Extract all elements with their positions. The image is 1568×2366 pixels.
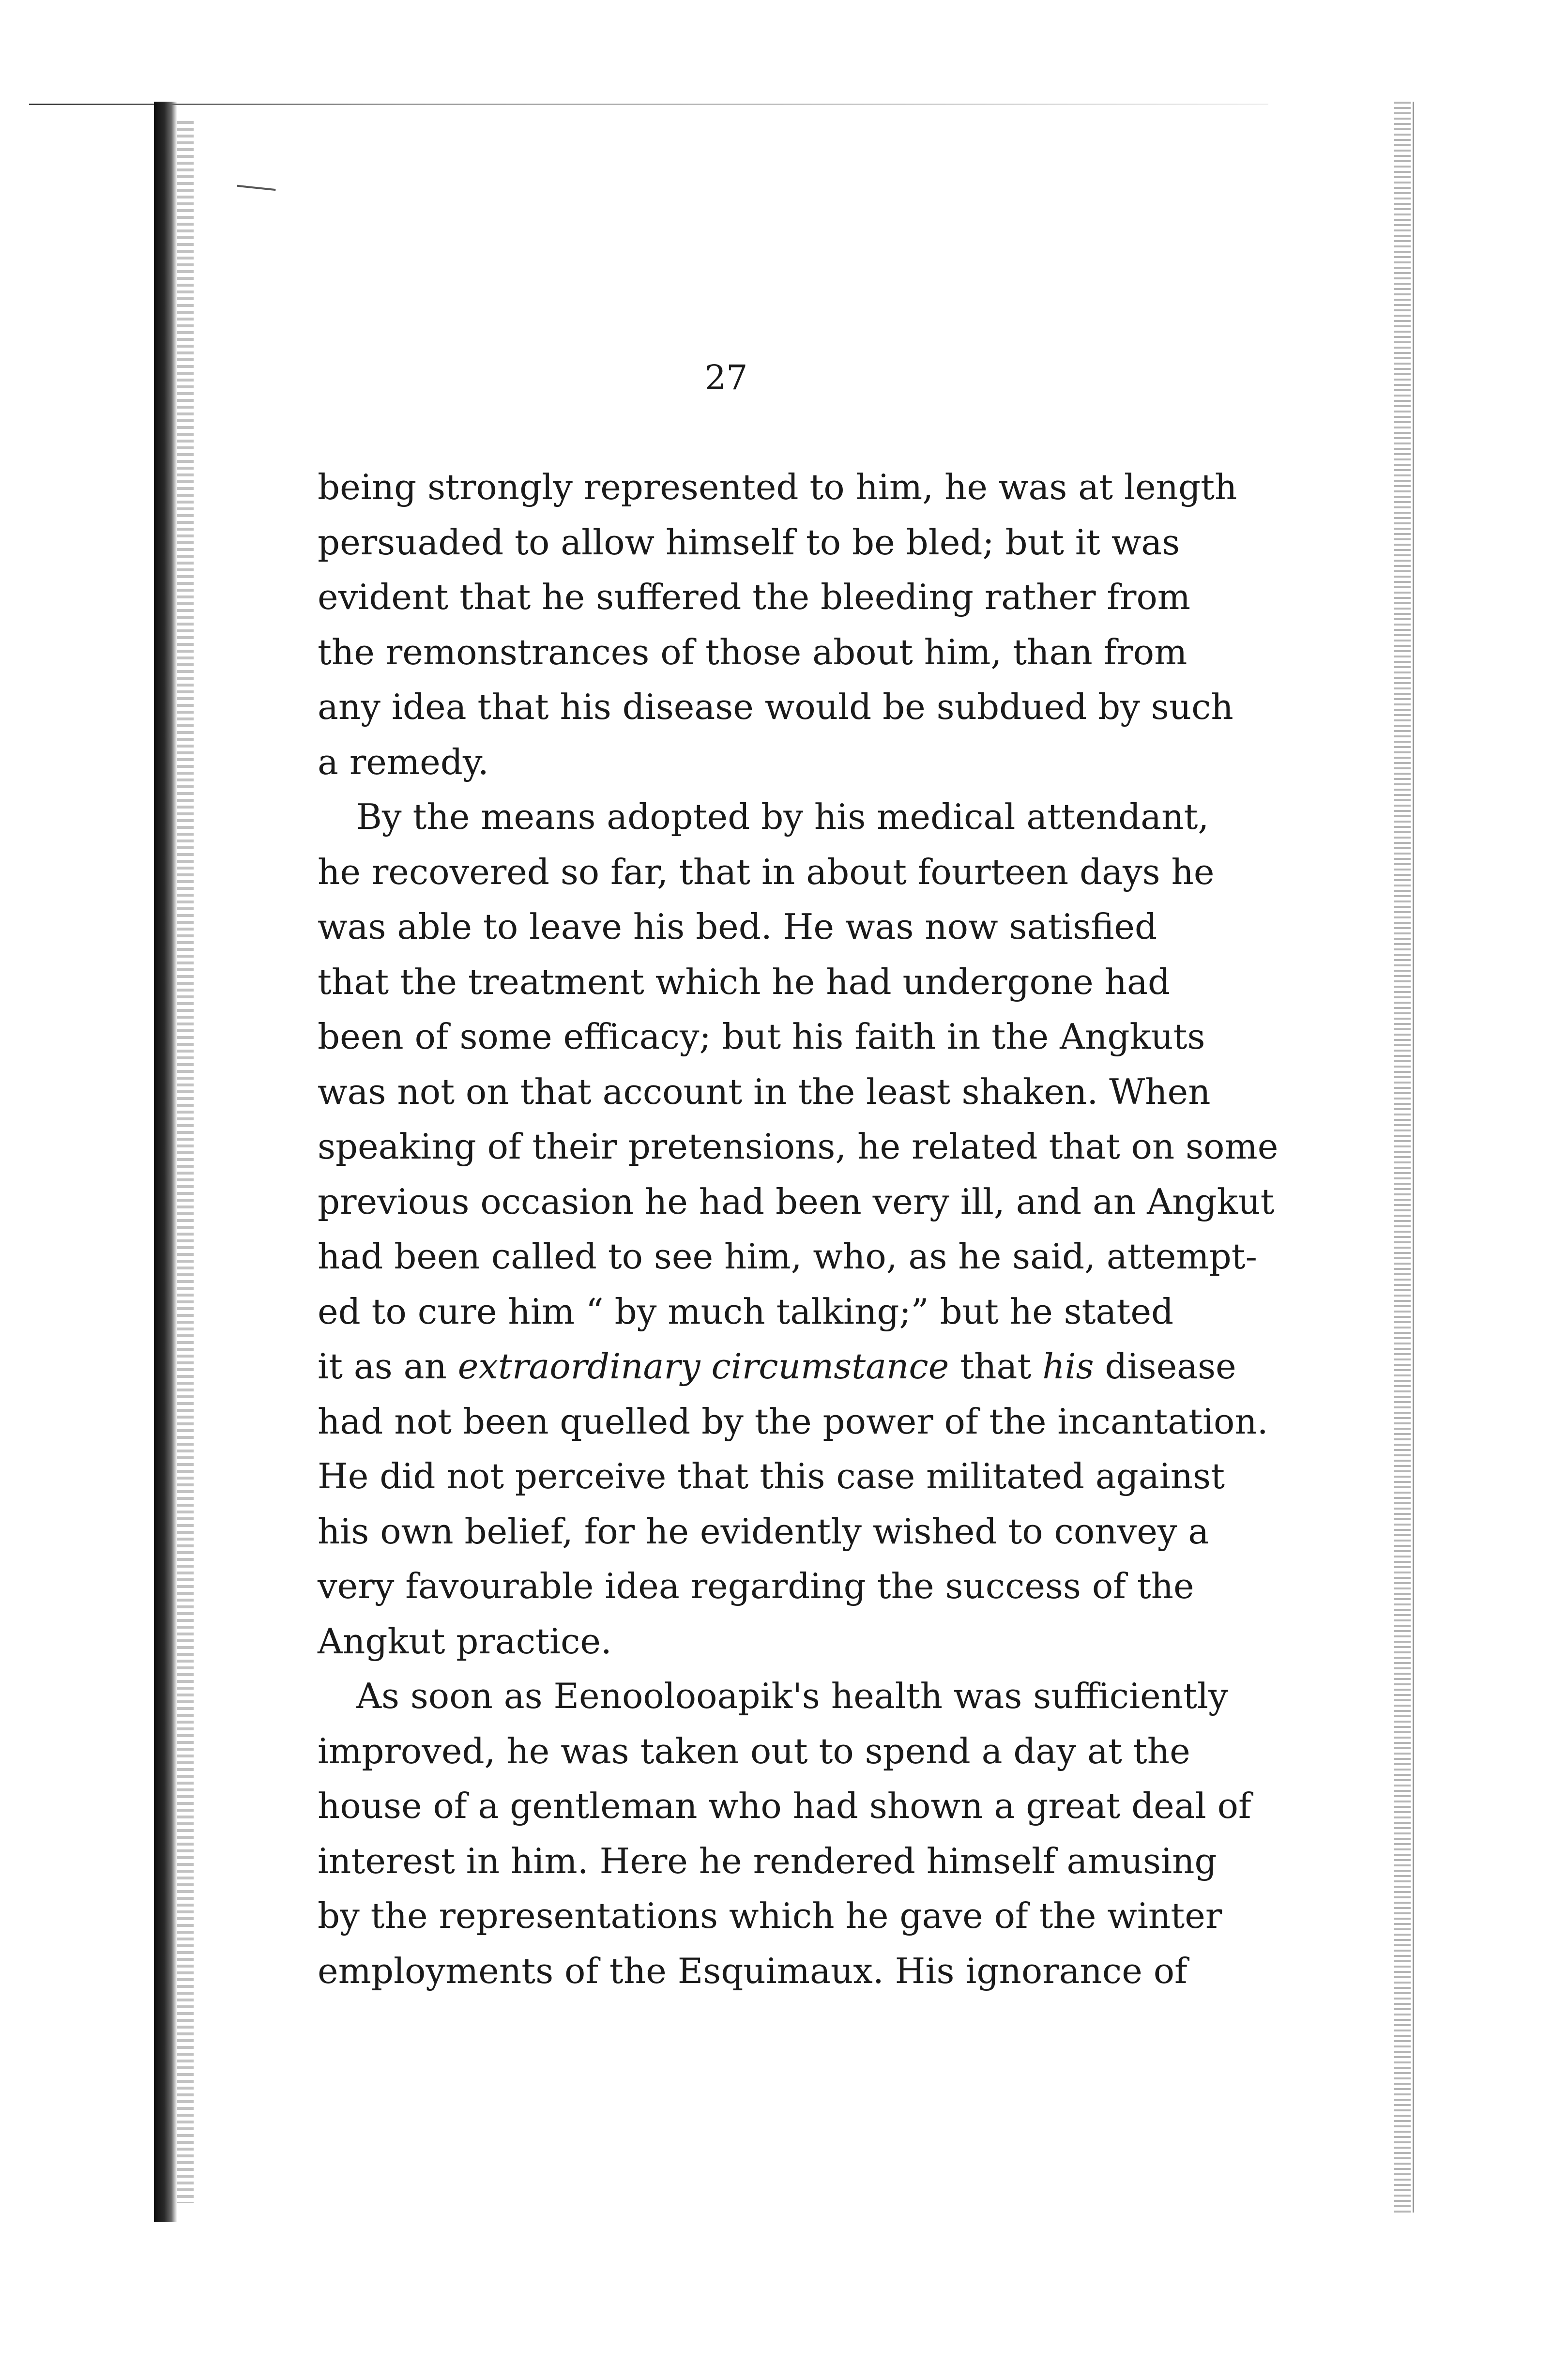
text-line: his own belief, for he evidently wished to convey a [318,1511,1209,1552]
scan-right-edge-line [1413,102,1414,2213]
text-run: disease [1094,1346,1236,1387]
text-line-with-italics [318,1339,1236,1394]
text-run: it as an [318,1346,458,1387]
paragraph-1 [318,460,1237,790]
paragraph-2 [318,790,1279,1669]
text-line: interest in him. Here he rendered himself amusing [318,1840,1217,1881]
text-line: by the representations which he gave of the winter [318,1895,1222,1936]
text-line: improved, he was taken out to spend a day at the [318,1730,1190,1771]
text-line: By the means adopted by his medical attendant, [356,796,1209,837]
text-line: persuaded to allow himself to be bled; but it was [318,521,1180,563]
paragraph-3 [318,1669,1251,1999]
text-line: had not been quelled by the power of the incantation. [318,1401,1268,1442]
text-line: employments of the Esquimaux. His ignorance of [318,1950,1187,1991]
text-line: ed to cure him “ by much talking;” but he stated [318,1291,1174,1332]
italic-text-run: extraordinary circumstance [457,1346,949,1387]
text-line: As soon as Eenoolooapik's health was sufficiently [356,1676,1228,1716]
scan-binding-shadow [177,121,194,2203]
text-line: previous occasion he had been very ill, and an Angkut [318,1181,1275,1222]
scan-binding-edge [154,102,177,2222]
text-run: that [949,1346,1043,1387]
text-line: being strongly represented to him, he was at length [318,467,1237,507]
body-text [318,460,1279,1999]
text-line: a remedy. [318,741,489,782]
text-line: that the treatment which he had undergone had [318,961,1171,1002]
text-line: been of some efficacy; but his faith in the Angkuts [318,1016,1205,1057]
scan-right-edge [1394,102,1411,2213]
text-line: the remonstrances of those about him, than from [318,631,1187,672]
italic-text-run: his [1042,1346,1094,1387]
text-line: was not on that account in the least shaken. When [318,1071,1211,1112]
text-line: house of a gentleman who had shown a great deal of [318,1786,1251,1826]
page-number: 27 [704,358,748,397]
text-line: very favourable idea regarding the success of the [318,1566,1194,1606]
scan-pencil-mark [237,181,276,191]
text-line: was able to leave his bed. He was now satisfied [318,906,1157,947]
text-line: Angkut practice. [318,1620,612,1662]
scan-top-edge [29,104,1268,105]
text-line: he recovered so far, that in about fourteen days he [318,851,1215,892]
text-line: speaking of their pretensions, he related that on some [318,1126,1279,1167]
text-line: He did not perceive that this case militated against [318,1456,1225,1496]
text-line: any idea that his disease would be subdued by such [318,687,1233,727]
text-line: evident that he suffered the bleeding rather from [318,577,1191,617]
text-line: had been called to see him, who, as he said, attempt- [318,1236,1257,1277]
